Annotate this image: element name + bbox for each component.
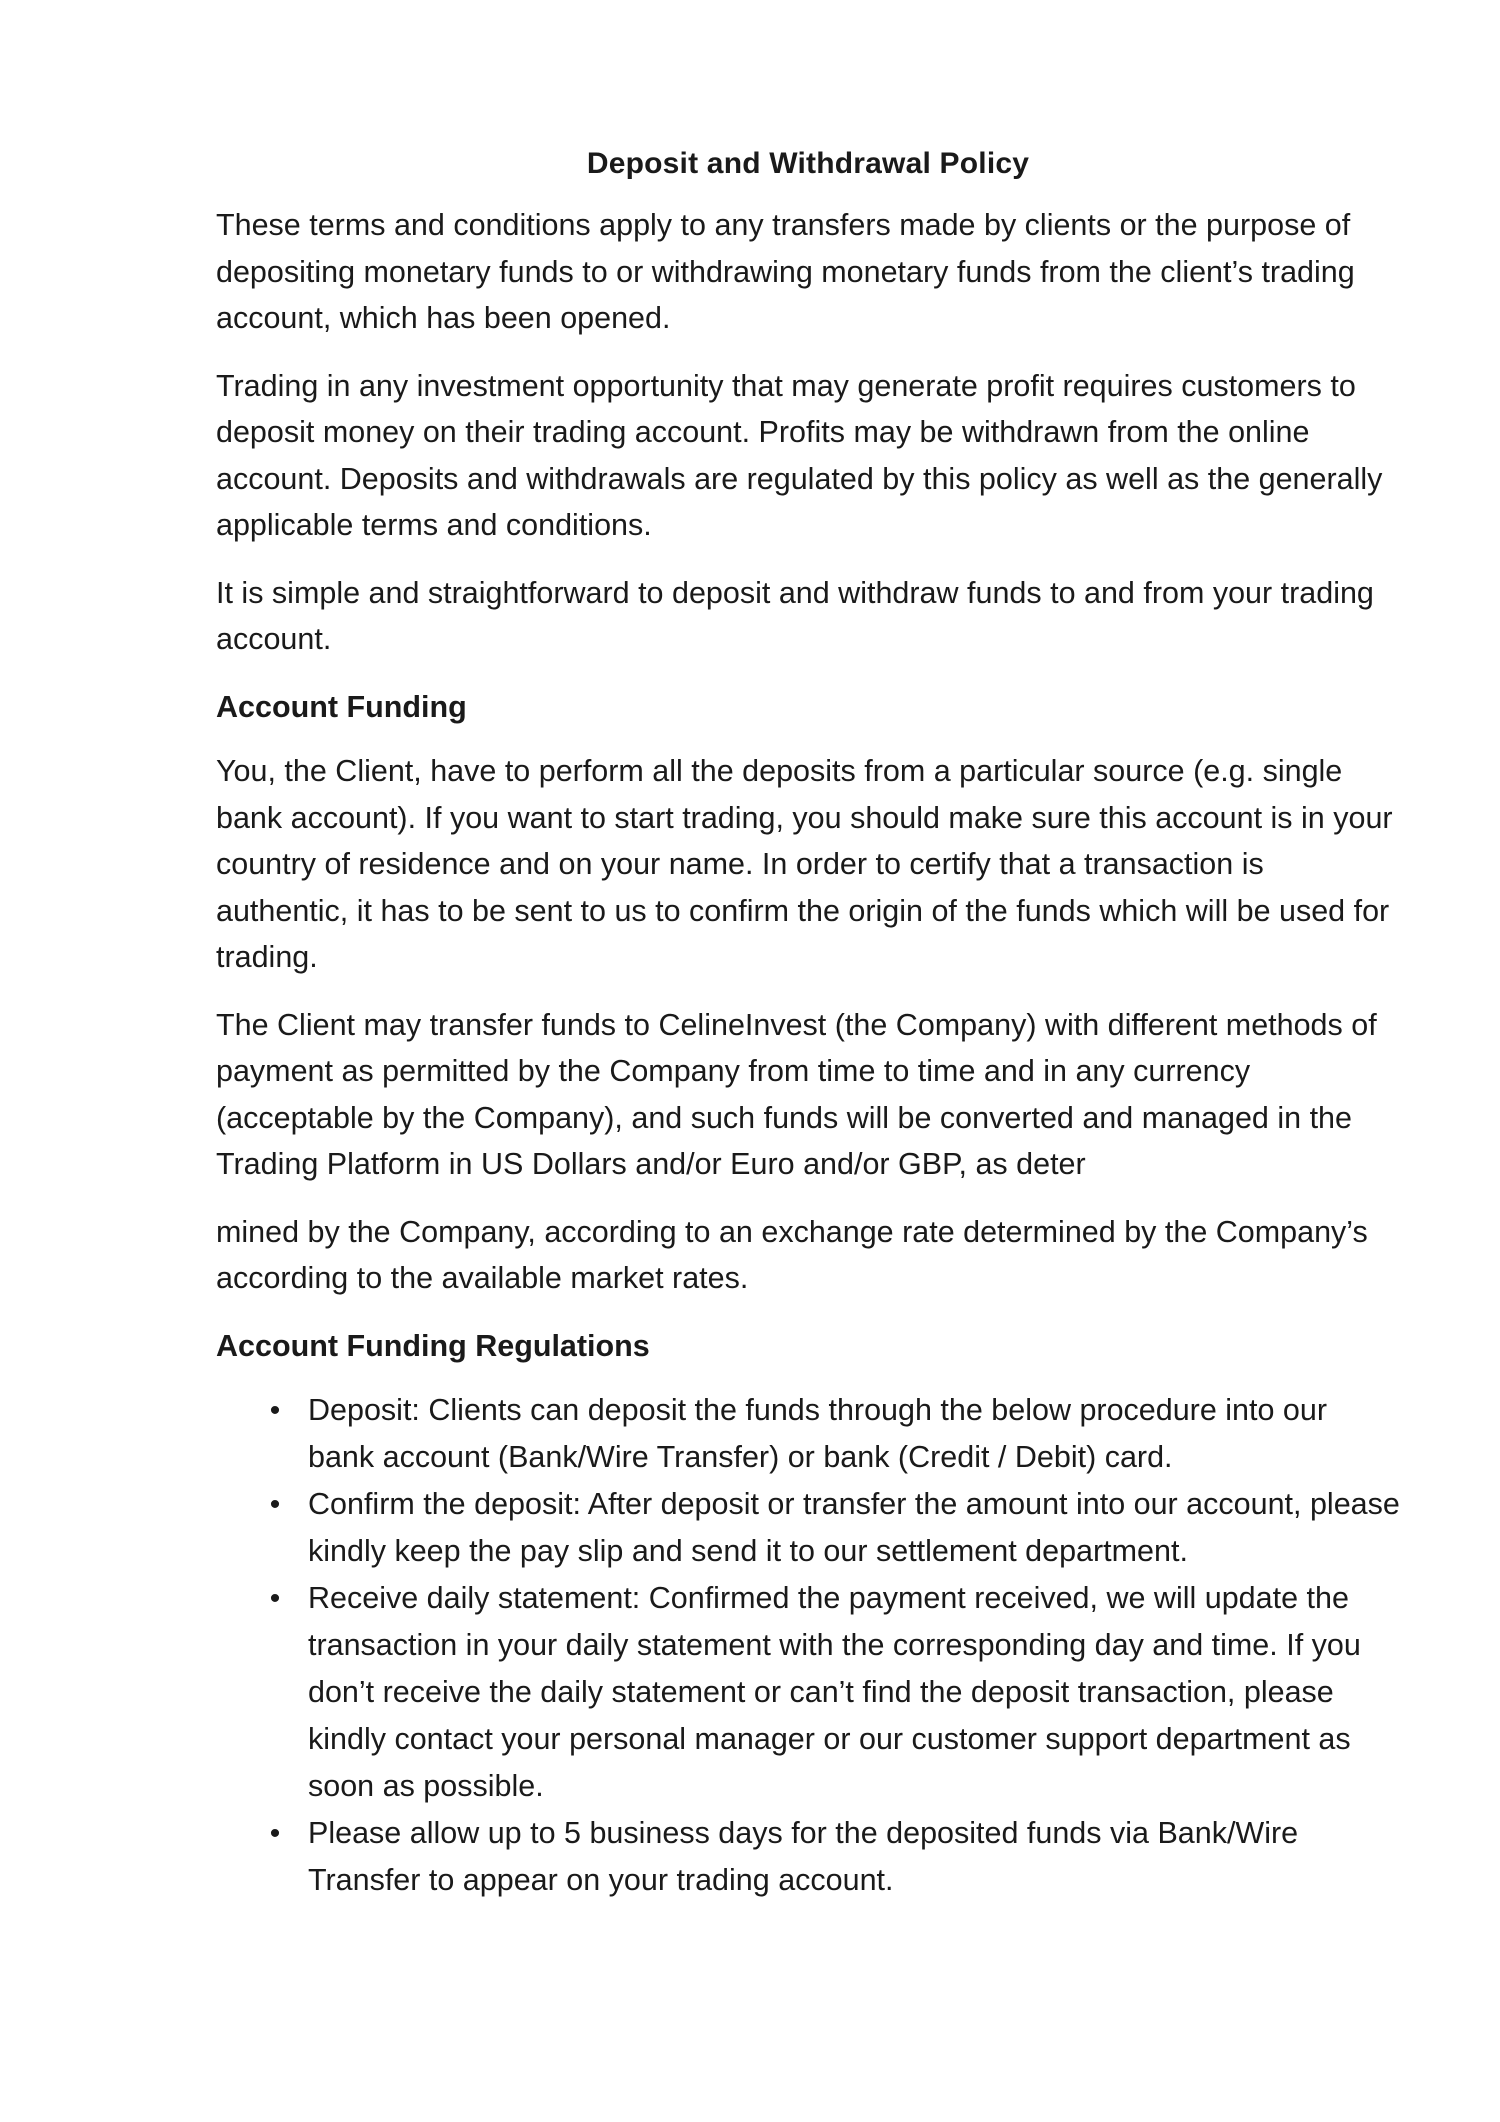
- intro-paragraph-1: These terms and conditions apply to any transfers made by clients or the purpose of depositing monetary funds to or withdrawing monetary funds from the client’s trading account, which has been opened.: [216, 208, 1355, 335]
- bullet-icon: •: [269, 1488, 281, 1521]
- intro-paragraph-2: Trading in any investment opportunity that may generate profit requires customers to deposit money on their trading account. Profits may be withdrawn from the online account. Deposits and withdrawals are regulated by this policy as well as the generally applicable terms and conditions.: [216, 368, 1383, 542]
- list-item: [216, 1481, 1400, 1575]
- list-item-text: Confirm the deposit: After deposit or transfer the amount into our account, please kindly keep the pay slip and send it to our settlement department.: [308, 1487, 1400, 1568]
- account-funding-paragraph-1: You, the Client, have to perform all the deposits from a particular source (e.g. single bank account). If you want to start trading, you should make sure this account is in your country of residence and on your name. In order to certify that a transaction is authentic, it has to be sent to us to confirm the origin of the funds which will be used for trading.: [216, 754, 1393, 974]
- account-funding-paragraph-3: mined by the Company, according to an exchange rate determined by the Company’s according to the available market rates.: [216, 1214, 1368, 1295]
- account-funding-paragraph-2: The Client may transfer funds to CelineInvest (the Company) with different methods of payment as permitted by the Company from time to time and in any currency (acceptable by the Company), and such funds will be converted and managed in the Trading Platform in US Dollars and/or Euro and/or GBP, as deter: [216, 1007, 1377, 1181]
- list-item-text: Please allow up to 5 business days for the deposited funds via Bank/Wire Transfer to appear on your trading account.: [308, 1816, 1299, 1897]
- list-item: [216, 1387, 1400, 1481]
- intro-paragraph-3: It is simple and straightforward to deposit and withdraw funds to and from your trading account.: [216, 575, 1374, 656]
- bullet-icon: •: [269, 1394, 281, 1427]
- list-item-text: Deposit: Clients can deposit the funds through the below procedure into our bank account (Bank/Wire Transfer) or bank (Credit / Debit) card.: [308, 1393, 1327, 1474]
- list-item: [216, 1810, 1400, 1904]
- section-heading-account-funding-regulations: Account Funding Regulations: [216, 1328, 650, 1363]
- bullet-icon: •: [269, 1817, 281, 1850]
- bullet-icon: •: [269, 1582, 281, 1615]
- document-page: [216, 140, 1400, 1904]
- document-title: Deposit and Withdrawal Policy: [586, 147, 1030, 180]
- section-heading-account-funding: Account Funding: [216, 689, 467, 724]
- list-item-text: Receive daily statement: Confirmed the payment received, we will update the transaction in your daily statement with the corresponding day and time. If you don’t receive the daily statement or can’t find the deposit transaction, please kindly contact your personal manager or our customer support department as soon as possible.: [308, 1581, 1361, 1803]
- list-item: [216, 1575, 1400, 1810]
- regulations-list: [216, 1387, 1400, 1904]
